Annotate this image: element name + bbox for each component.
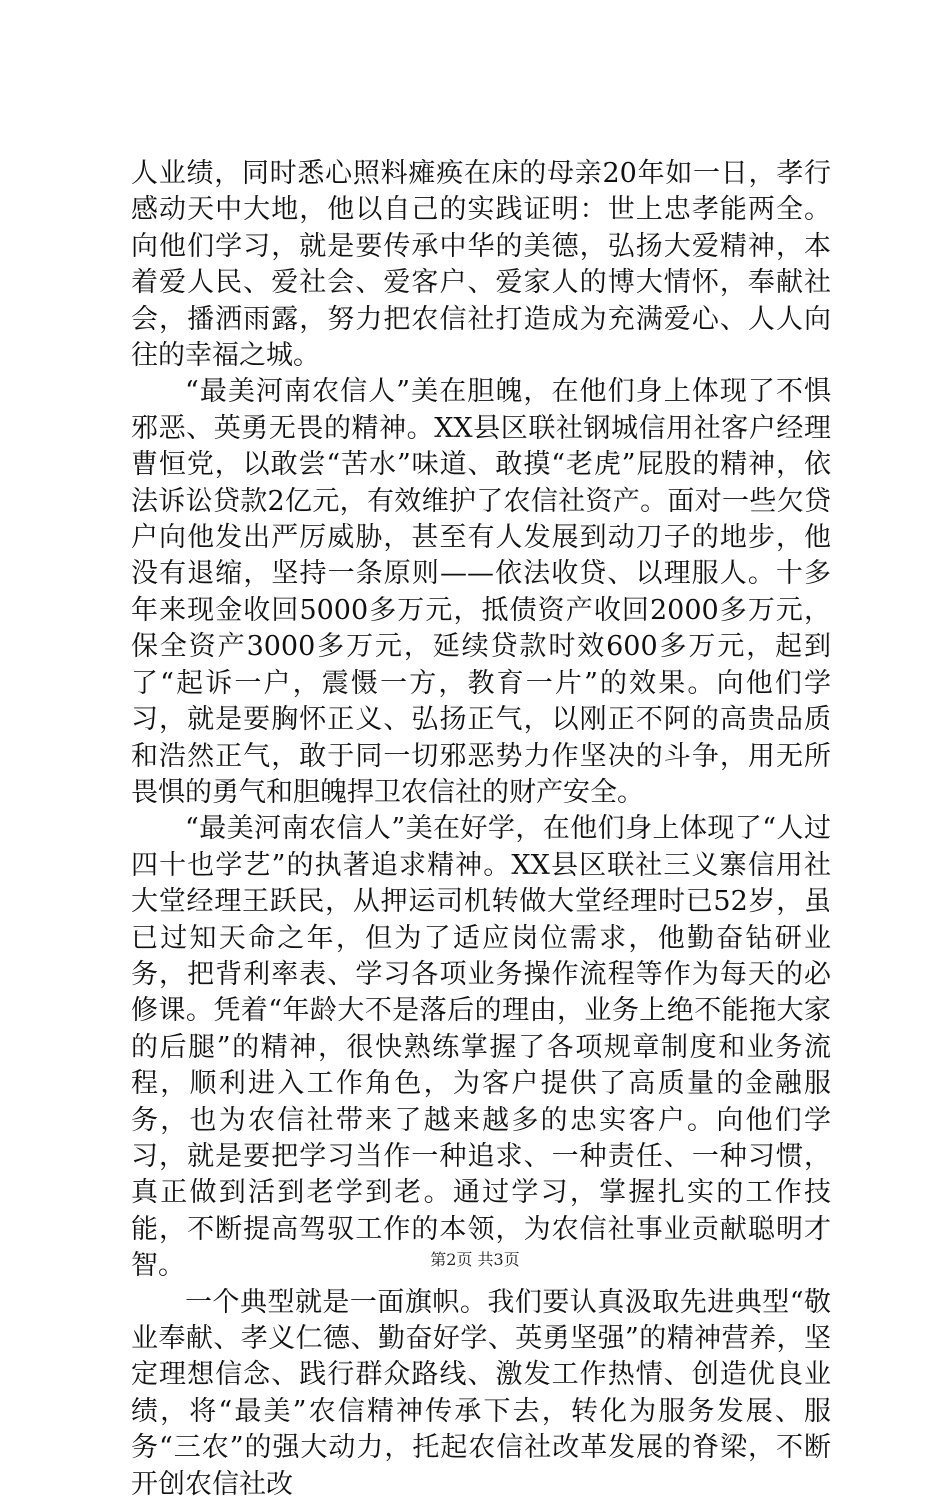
page-footer: 第2页 共3页: [430, 1250, 520, 1269]
paragraph: 一个典型就是一面旗帜。我们要认真汲取先进典型“敬业奉献、孝义仁德、勤奋好学、英勇坚强”的精神营养，坚定理想信念、践行群众路线、激发工作热情、创造优良业绩，将“最美”农信精神传承下去，转化为服务发展、服务“三农”的强大动力，托起农信社改革发展的脊梁，不断开创农信社改: [131, 1286, 831, 1500]
document-body: [131, 156, 831, 1503]
paragraph: “最美河南农信人”美在好学，在他们身上体现了“人过四十也学艺”的执著追求精神。XX县区联社三义寨信用社大堂经理王跃民，从押运司机转做大堂经理时已52岁，虽已过知天命之年，但为了适应岗位需求，他勤奋钻研业务，把背利率表、学习各项业务操作流程等作为每天的必修课。凭着“年龄大不是落后的理由，业务上绝不能拖大家的后腿”的精神，很快熟练掌握了各项规章制度和业务流程，顺利进入工作角色，为客户提供了高质量的金融服务，也为农信社带来了越来越多的忠实客户。向他们学习，就是要把学习当作一种追求、一种责任、一种习惯，真正做到活到老学到老。通过学习，掌握扎实的工作技能，不断提高驾驭工作的本领，为农信社事业贡献聪明才智。: [131, 813, 831, 1282]
paragraph-continued: 人业绩，同时悉心照料瘫痪在床的母亲20年如一日，孝行感动天中大地，他以自己的实践证明：世上忠孝能两全。向他们学习，就是要传承中华的美德，弘扬大爱精神，本着爱人民、爱社会、爱客户、爱家人的博大情怀，奉献社会，播洒雨露，努力把农信社打造成为充满爱心、人人向往的幸福之城。: [131, 158, 831, 372]
paragraph: “最美河南农信人”美在胆魄，在他们身上体现了不惧邪恶、英勇无畏的精神。XX县区联社钢城信用社客户经理曹恒党，以敢尝“苦水”味道、敢摸“老虎”屁股的精神，依法诉讼贷款2亿元，有效维护了农信社资产。面对一些欠贷户向他发出严厉威胁，甚至有人发展到动刀子的地步，他没有退缩，坚持一条原则——依法收贷、以理服人。十多年来现金收回5000多万元，抵债资产收回2000多万元，保全资产3000多万元，延续贷款时效600多万元，起到了“起诉一户，震慑一方，教育一片”的效果。向他们学习，就是要胸怀正义、弘扬正气，以刚正不阿的高贵品质和浩然正气，敢于同一切邪恶势力作坚决的斗争，用无所畏惧的勇气和胆魄捍卫农信社的财产安全。: [131, 376, 831, 808]
